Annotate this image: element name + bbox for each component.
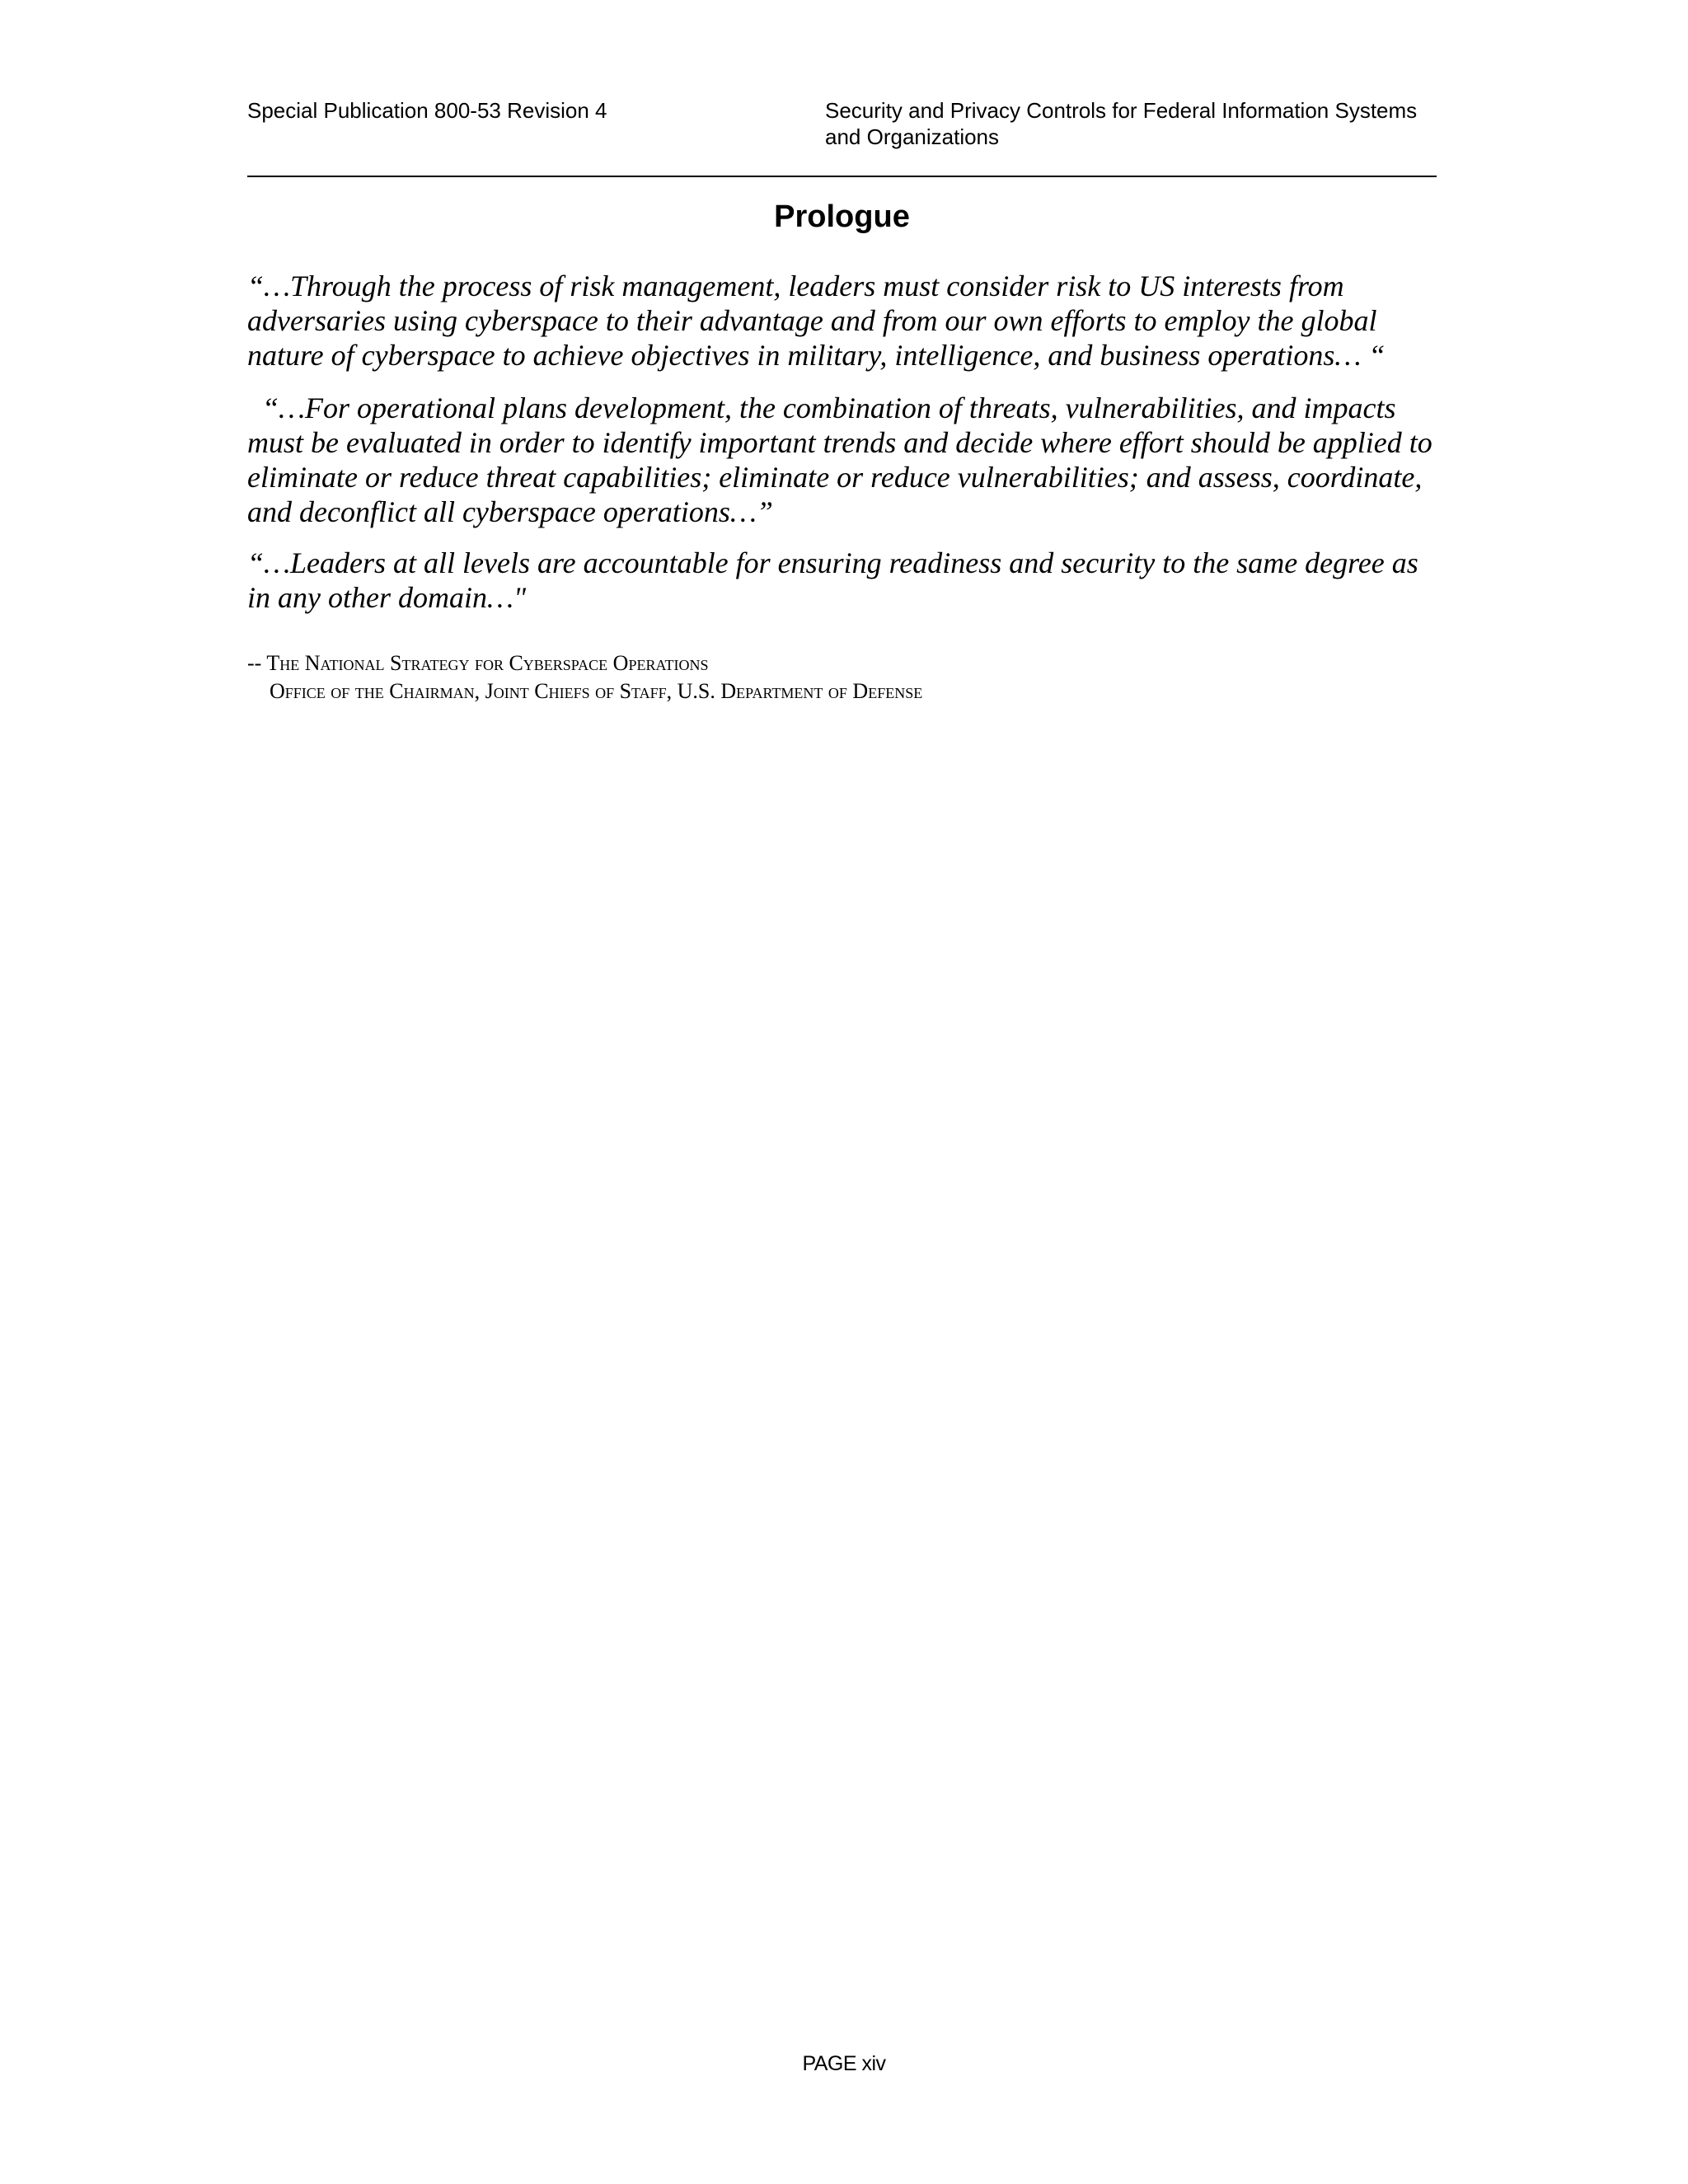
quote-paragraph: “…Through the process of risk management, leaders must consider risk to US interests from adversaries using cyberspace to their advantage and from our own efforts to employ the global nature of cyberspace to achieve objectives in military, intelligence, and business operations… “ (247, 269, 1386, 372)
quote-attribution (247, 649, 922, 705)
quote-paragraph: “…For operational plans development, the combination of threats, vulnerabilities, and impacts must be evaluated in order to identify important trends and decide where effort should be applied to eliminate or reduce threat capabilities; eliminate or reduce vulnerabilities; and assess, coordinate, and deconflict all cyberspace operations…” (247, 391, 1432, 528)
attribution-office: Office of the Chairman, Joint Chiefs of Staff, U.S. Department of Defense (270, 679, 923, 703)
page-number: PAGE xiv (802, 2052, 886, 2075)
attribution-source: -- The National Strategy for Cyberspace Operations (247, 651, 709, 675)
header-document-title: Security and Privacy Controls for Federal Information Systems and Organizations (825, 98, 1418, 149)
quote-paragraph: “…Leaders at all levels are accountable for ensuring readiness and security to the same degree as in any other domain…" (247, 546, 1418, 614)
page-title: Prologue (774, 199, 910, 234)
header-divider (247, 176, 1437, 177)
header-publication-id: Special Publication 800-53 Revision 4 (247, 98, 607, 123)
